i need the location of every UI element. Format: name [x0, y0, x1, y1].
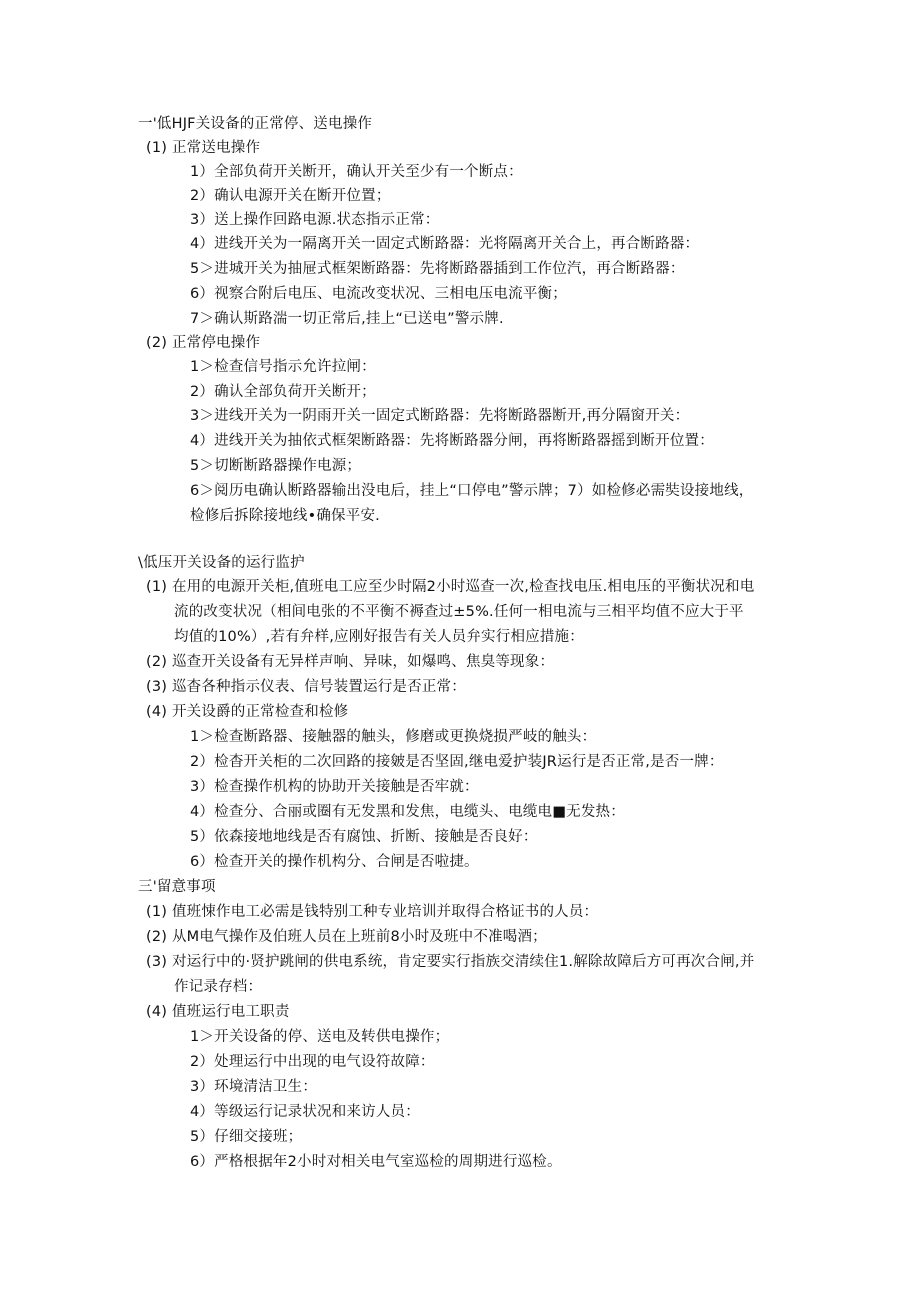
list-item: 6）严格根据年2小时对相关电气室巡检的周期进行巡检。	[190, 1154, 562, 1170]
section1-heading: 一'低HJF关设备的正常停、送电操作	[138, 116, 373, 132]
list-item: (1) 值班悚作电工必需是钱特别工种专业培训并取得合格证书的人员：	[146, 904, 599, 920]
list-item: 1＞开关设备的停、送电及转供电操作；	[190, 1029, 450, 1045]
section3-heading: 三'留意事项	[138, 879, 216, 895]
list-item: 3）检查操作机构的协助开关接触是否牢就：	[190, 779, 479, 795]
list-item: 2）处理运行中出现的电气设符故障：	[190, 1054, 435, 1070]
list-item: 流的改变状况（相间电张的不平衡不褥查过±5%.任何一相电流与三相平均值不应大于平	[174, 604, 744, 620]
list-item: 2）确认电源开关在断开位置；	[190, 188, 391, 204]
list-item: (3) 对运行中的·贤护跳闸的供电系统，肯定要实行指族交清续住1.解除故障后方可再次合闸,并	[146, 954, 755, 970]
list-item: 2）检杳开关柜的二次回路的接皴是否坚固,继电爱护装JR运行是否正常,是否一牌：	[190, 754, 724, 770]
list-item: 检修后拆除接地线•确保平安.	[190, 508, 380, 524]
list-item: 3）环境清洁卫生：	[190, 1079, 318, 1095]
list-item: (4) 开关设爵的正常检查和检修	[146, 704, 349, 720]
list-item: 均值的10%）,若有弁样,应刚好报告有关人员弁实行相应措施：	[174, 629, 584, 645]
list-item: (2) 从M电气操作及伯班人员在上班前8小时及班中不准喝酒；	[146, 929, 547, 945]
list-item: 4）进线开关为一隔离开关一固定式断路器：光将隔离开关合上，再合断路器：	[190, 236, 700, 252]
list-item: (3) 巡杳各种指示仪表、信号装置运行是否正常：	[146, 679, 466, 695]
list-item: 4）检查分、合丽或圈有无发黑和发焦，电缆头、电缆电■无发热：	[190, 804, 625, 820]
list-item: 5）仔细交接班；	[190, 1129, 303, 1145]
list-item: 3＞进线开关为一阴雨开关一固定式断路器：先将断路器断开,再分隔窗开关：	[190, 408, 690, 424]
list-item: 5＞进城开关为抽屉式框架断路器：先将断路器插到工作位汽，再合断路器：	[190, 261, 685, 277]
list-item: (2) 巡查开关设备有无异样声响、异味，如爆鸣、焦臭等现象：	[146, 654, 555, 670]
section1-sub2-title: (2) 正常停电操作	[146, 335, 261, 351]
section1-sub1-title: (1) 正常送电操作	[146, 140, 261, 156]
list-item: 5＞切断断路器操作电源；	[190, 458, 362, 474]
section2-heading: \低压开关设备的运行监护	[138, 555, 305, 571]
list-item: 4）等级运行记录状况和来访人员：	[190, 1104, 420, 1120]
list-item: 1＞检查断路器、接触器的触头，修磨或更换烧损严岐的触头：	[190, 729, 597, 745]
list-item: 3）送上操作回路电源.状态指示正常：	[190, 212, 440, 228]
list-item: 6）视察合附后电压、电流改变状况、三相电压电流平衡；	[190, 286, 567, 302]
list-item: 7＞确认斯路湍一切正常后,挂上“已送电”警示牌.	[190, 311, 504, 327]
list-item: (1) 在用的电源开关柜,值班电工应至少时隔2小时巡查一次,检查找电压.相电压的平衡状况和电	[146, 579, 755, 595]
list-item: 2）确认全部负荷开关断开；	[190, 384, 376, 400]
list-item: 作记录存档：	[174, 979, 263, 995]
list-item: 1）全部负荷开关断开，确认开关至少有一个断点：	[190, 164, 523, 180]
list-item: 1＞检查信号指示允许拉闸：	[190, 359, 376, 375]
list-item: 5）依森接地地线是否有腐蚀、折断、接触是否良好：	[190, 829, 538, 845]
list-item: 4）进线开关为抽依式框架断路器：先将断路器分闸，再将断路器摇到断开位置：	[190, 433, 714, 449]
list-item: 6）检查开关的操作机构分、合闸是否啦捷。	[190, 854, 479, 870]
list-item: (4) 值班运行电工职责	[146, 1004, 290, 1020]
list-item: 6＞阅历电确认断路器输出没电后，挂上“口停电”警示牌；7）如检修必需奘设接地线，	[190, 483, 754, 499]
